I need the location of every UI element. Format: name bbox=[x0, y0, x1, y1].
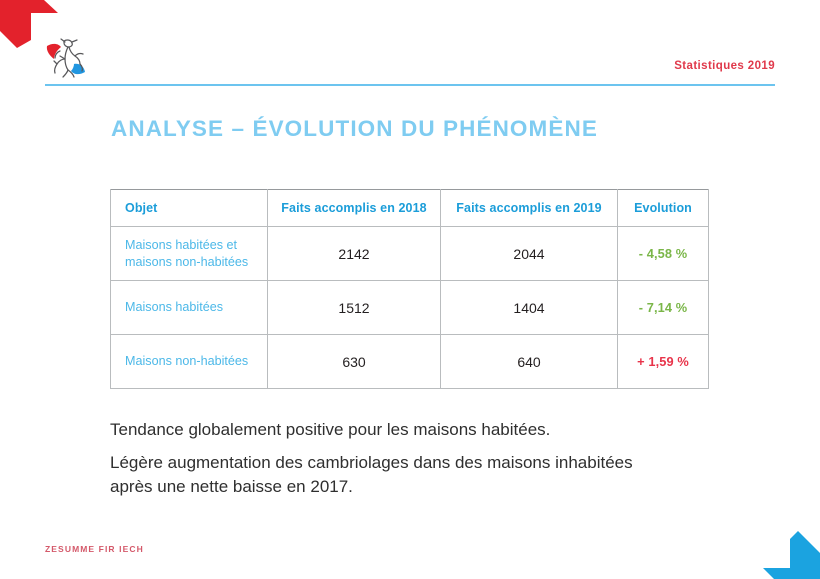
footer-slogan: ZESUMME FIR IECH bbox=[45, 544, 144, 554]
header-statistics-label: Statistiques 2019 bbox=[674, 60, 775, 72]
table-row bbox=[111, 227, 709, 281]
cell-evolution: + 1,59 % bbox=[618, 335, 709, 389]
objet-label-line1: Maisons habitées bbox=[125, 300, 224, 314]
cell-evolution: - 4,58 % bbox=[618, 227, 709, 281]
objet-label-line1: Maisons non-habitées bbox=[125, 354, 249, 368]
table-row bbox=[111, 281, 709, 335]
cell-objet bbox=[111, 281, 268, 335]
cell-value-2019: 1404 bbox=[441, 281, 618, 335]
statistics-table-container bbox=[110, 189, 708, 389]
page-title: ANALYSE – ÉVOLUTION DU PHÉNOMÈNE bbox=[111, 116, 598, 141]
table-header bbox=[111, 190, 709, 227]
commentary-paragraph-2-line2: après une nette baisse en 2017. bbox=[110, 477, 353, 497]
cell-objet bbox=[111, 227, 268, 281]
cell-objet bbox=[111, 335, 268, 389]
header-divider-rule bbox=[45, 84, 775, 86]
cell-value-2019: 640 bbox=[441, 335, 618, 389]
cell-value-2018: 630 bbox=[268, 335, 441, 389]
commentary-paragraph-1: Tendance globalement positive pour les maisons habitées. bbox=[110, 420, 551, 439]
objet-label-line1: Maisons habitées et bbox=[125, 237, 238, 252]
commentary-paragraph-2 bbox=[110, 451, 710, 500]
police-lion-crest-logo bbox=[44, 34, 90, 82]
column-header-evolution: Evolution bbox=[618, 190, 709, 227]
column-header-objet: Objet bbox=[111, 190, 268, 227]
cell-value-2018: 1512 bbox=[268, 281, 441, 335]
cell-evolution: - 7,14 % bbox=[618, 281, 709, 335]
table-row bbox=[111, 335, 709, 389]
commentary-paragraph-2-line1: Légère augmentation des cambriolages dans des maisons inhabitées bbox=[110, 452, 633, 472]
statistics-table bbox=[110, 189, 709, 389]
objet-label-line2: maisons non-habitées bbox=[125, 254, 249, 269]
commentary-block bbox=[110, 418, 710, 500]
blue-arrow-down-right-icon bbox=[750, 523, 820, 579]
column-header-year-2019: Faits accomplis en 2019 bbox=[441, 190, 618, 227]
cell-value-2018: 2142 bbox=[268, 227, 441, 281]
column-header-year-2018: Faits accomplis en 2018 bbox=[268, 190, 441, 227]
table-body bbox=[111, 227, 709, 389]
table-header-row bbox=[111, 190, 709, 227]
cell-value-2019: 2044 bbox=[441, 227, 618, 281]
